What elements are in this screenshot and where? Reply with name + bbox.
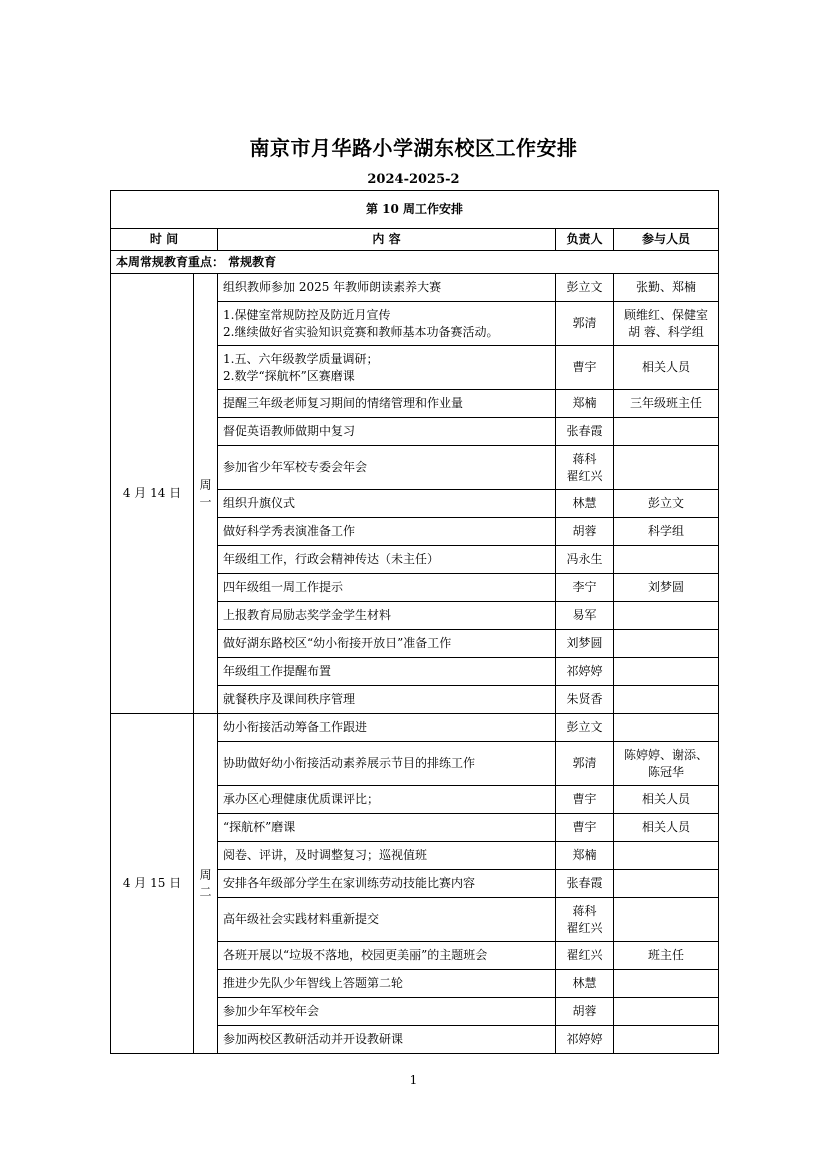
task-content [218,942,556,970]
cell-line: 胡 蓉、科学组 [628,324,704,339]
cell-line: 胡蓉 [572,1004,597,1018]
cell-line: 翟红兴 [566,948,603,962]
cell-line: 2.数学“探航杯”区赛磨课 [223,368,355,383]
cell-line: 周 [199,867,212,882]
task-participants [614,302,719,346]
cell-line: 承办区心理健康优质课评比； [223,792,380,806]
task-content [218,490,556,518]
task-owner [556,898,614,942]
cell-line: 祁婷婷 [566,1032,603,1046]
cell-line: 参加两校区教研活动并开设教研课 [223,1032,404,1046]
task-participants [614,714,719,742]
cell-line: 四年级组一周工作提示 [223,580,344,594]
task-participants [614,998,719,1026]
task-owner [556,490,614,518]
table-row [111,274,719,302]
cell-line: 蒋科 [572,451,597,466]
cell-line: 2.继续做好省实验知识竞赛和教师基本功备赛活动。 [223,324,499,339]
task-content [218,390,556,418]
cell-line: 曹宇 [572,360,597,374]
cell-line: 彭立文 [648,496,685,510]
task-content [218,842,556,870]
cell-line: 上报教育局励志奖学金学生材料 [223,608,392,622]
cell-line: 陈婷婷、谢添、 [624,747,709,762]
task-content [218,870,556,898]
cell-line: 张勤、郑楠 [636,280,697,294]
task-owner [556,658,614,686]
cell-line: 祁婷婷 [566,664,603,678]
task-owner [556,302,614,346]
task-owner [556,870,614,898]
school-year: 2024-2025-2 [367,172,460,187]
page-number: 1 [409,1073,418,1087]
cell-line: 翟红兴 [566,920,603,935]
task-content [218,518,556,546]
cell-line: 蒋科 [572,903,597,918]
task-owner [556,942,614,970]
cell-line: 顾维红、保健室 [624,307,709,322]
cell-line: 做好湖东路校区“幼小衔接开放日”准备工作 [223,636,452,650]
cell-line: 刘梦圆 [566,636,603,650]
cell-line: 年级组工作，行政会精神传达（未主任） [223,552,440,566]
task-owner [556,814,614,842]
cell-line: 林慧 [572,496,597,510]
task-participants [614,942,719,970]
header-participants: 参与人员 [614,229,719,251]
task-content [218,970,556,998]
task-owner [556,742,614,786]
task-owner [556,842,614,870]
cell-line: 督促英语教师做期中复习 [223,424,356,438]
cell-line: 易军 [572,608,597,622]
task-owner [556,518,614,546]
task-participants [614,274,719,302]
task-participants [614,630,719,658]
cell-line: 郑楠 [572,848,597,862]
cell-line: 参加少年军校年会 [223,1004,320,1018]
task-participants [614,870,719,898]
cell-line: 彭立文 [566,720,603,734]
task-owner [556,546,614,574]
cell-line: 冯永生 [566,552,603,566]
cell-line: 张春霞 [566,424,603,438]
cell-line: 郭清 [572,316,597,330]
cell-line: 曹宇 [572,792,597,806]
task-owner [556,998,614,1026]
cell-line: 郑楠 [572,396,597,410]
cell-line: 相关人员 [642,360,691,374]
cell-line: 班主任 [648,948,685,962]
cell-line: 郭清 [572,756,597,770]
cell-line: 周 [199,477,212,492]
cell-line: 1.五、六年级教学质量调研； [223,351,379,366]
cell-line: 1.保健室常规防控及防近月宣传 [223,307,391,322]
cell-line: 安排各年级部分学生在家训练劳动技能比赛内容 [223,876,476,890]
cell-line: 曹宇 [572,820,597,834]
cell-line: 刘梦圆 [648,580,685,594]
task-owner [556,418,614,446]
cell-line: 相关人员 [642,820,691,834]
task-participants [614,490,719,518]
cell-line: 参加省少年军校专委会年会 [223,460,368,474]
cell-line: 就餐秩序及课间秩序管理 [223,692,356,706]
task-participants [614,814,719,842]
task-participants [614,446,719,490]
task-owner [556,390,614,418]
task-content [218,686,556,714]
week-title: 第 10 周工作安排 [111,191,719,229]
task-owner [556,630,614,658]
task-participants [614,546,719,574]
task-participants [614,418,719,446]
header-owner: 负责人 [556,229,614,251]
task-participants [614,742,719,786]
schedule-table [110,190,719,1054]
cell-line: 相关人员 [642,792,691,806]
task-content [218,602,556,630]
cell-line: 二 [199,884,212,899]
header-content: 内 容 [218,229,556,251]
task-participants [614,898,719,942]
day-date: 4 月 14 日 [111,274,194,714]
task-owner [556,446,614,490]
cell-line: 年级组工作提醒布置 [223,664,332,678]
task-content [218,998,556,1026]
task-content [218,898,556,942]
task-content [218,546,556,574]
cell-line: “探航杯”磨课 [223,820,296,834]
task-content [218,574,556,602]
task-participants [614,346,719,390]
cell-line: 组织教师参加 2025 年教师朗读素养大赛 [223,280,442,294]
cell-line: 做好科学秀表演准备工作 [223,524,356,538]
cell-line: 一 [199,494,212,509]
task-participants [614,1026,719,1054]
task-content [218,302,556,346]
task-participants [614,574,719,602]
cell-line: 林慧 [572,976,597,990]
task-participants [614,786,719,814]
cell-line: 高年级社会实践材料重新提交 [223,912,380,926]
weekday [194,274,218,714]
cell-line: 胡蓉 [572,524,597,538]
cell-line: 幼小衔接活动筹备工作跟进 [223,720,368,734]
task-owner [556,714,614,742]
task-content [218,418,556,446]
cell-line: 朱贤香 [566,692,603,706]
task-owner [556,686,614,714]
cell-line: 阅卷、评讲，及时调整复习；巡视值班 [223,848,428,862]
page-title: 南京市月华路小学湖东校区工作安排 [249,136,578,160]
task-owner [556,346,614,390]
cell-line: 提醒三年级老师复习期间的情绪管理和作业量 [223,396,464,410]
task-participants [614,390,719,418]
task-owner [556,786,614,814]
task-content [218,786,556,814]
cell-line: 各班开展以“垃圾不落地，校园更美丽”的主题班会 [223,948,488,962]
cell-line: 科学组 [648,524,685,538]
task-participants [614,970,719,998]
cell-line: 三年级班主任 [630,396,703,410]
task-participants [614,842,719,870]
weekday [194,714,218,1054]
task-content [218,658,556,686]
task-content [218,714,556,742]
table-row [111,714,719,742]
task-owner [556,970,614,998]
cell-line: 推进少先队少年智线上答题第二轮 [223,976,404,990]
header-time: 时 间 [111,229,218,251]
cell-line: 组织升旗仪式 [223,496,296,510]
task-participants [614,658,719,686]
task-content [218,346,556,390]
task-owner [556,274,614,302]
cell-line: 李宁 [572,580,597,594]
task-content [218,1026,556,1054]
weekly-focus: 本周常规教育重点： 常规教育 [111,251,719,274]
cell-line: 协助做好幼小衔接活动素养展示节目的排练工作 [223,756,476,770]
cell-line: 陈冠华 [648,764,685,779]
task-owner [556,574,614,602]
task-content [218,274,556,302]
cell-line: 翟红兴 [566,468,603,483]
task-owner [556,602,614,630]
task-owner [556,1026,614,1054]
task-content [218,446,556,490]
task-participants [614,602,719,630]
cell-line: 彭立文 [566,280,603,294]
task-content [218,630,556,658]
task-participants [614,518,719,546]
cell-line: 张春霞 [566,876,603,890]
task-content [218,742,556,786]
task-content [218,814,556,842]
task-participants [614,686,719,714]
day-date: 4 月 15 日 [111,714,194,1054]
